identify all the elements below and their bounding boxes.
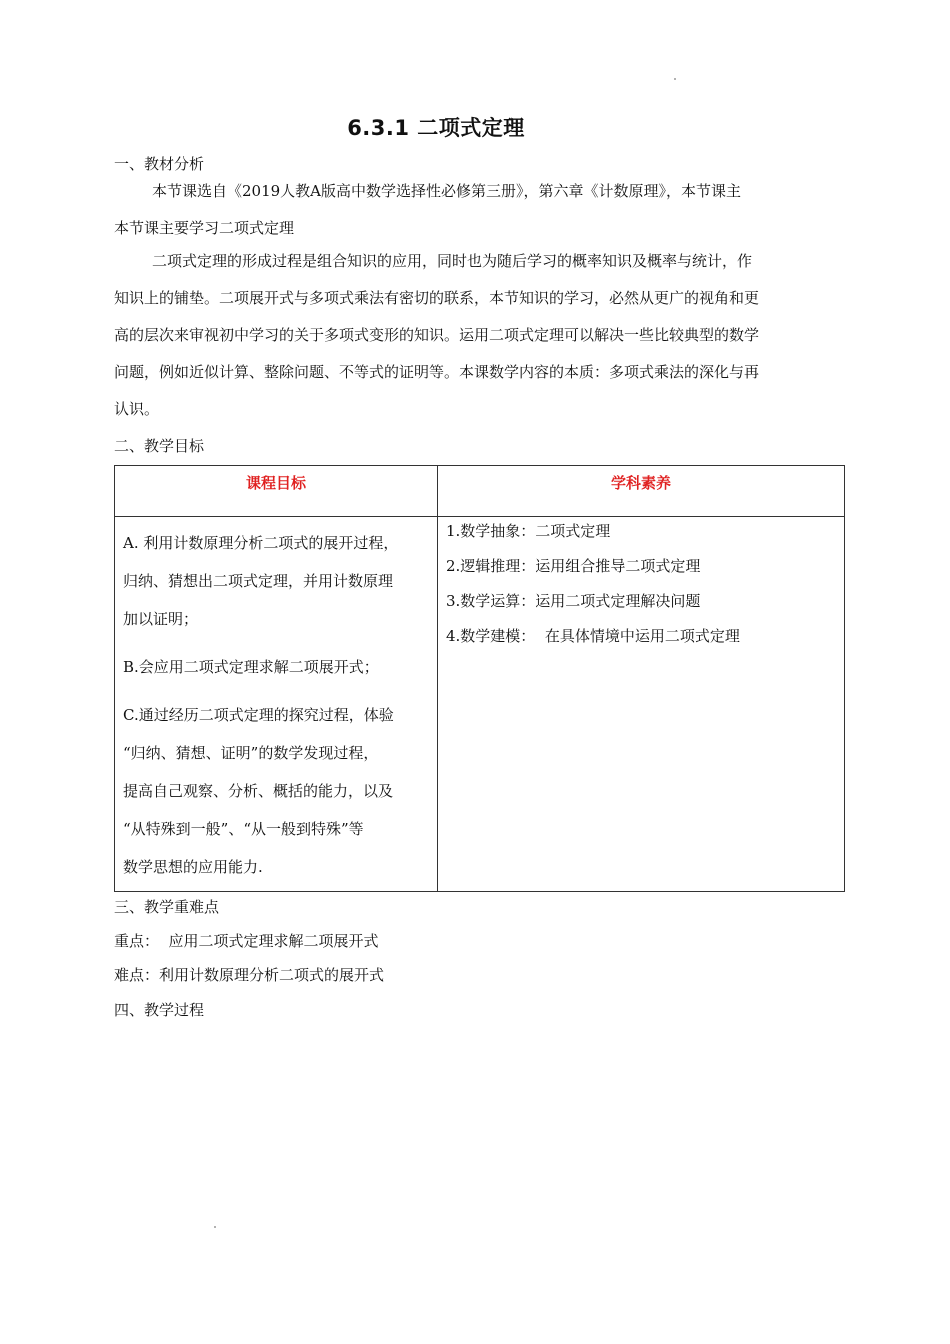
literacy-item: 3.数学运算：运用二项式定理解决问题 — [446, 592, 701, 610]
decorative-dot — [214, 1226, 216, 1228]
paragraph-line: 二项式定理的形成过程是组合知识的应用，同时也为随后学习的概率知识及概率与统计，作 — [152, 252, 753, 270]
literacy-item: 1.数学抽象：二项式定理 — [446, 522, 611, 540]
literacy-item: 4.数学建模： 在具体情境中运用二项式定理 — [446, 627, 740, 645]
literacy-item: 2.逻辑推理：运用组合推导二项式定理 — [446, 557, 701, 575]
section-heading-process: 四、教学过程 — [114, 1001, 205, 1019]
goal-line: 数学思想的应用能力. — [123, 858, 263, 876]
goal-item-a — [123, 524, 429, 638]
section-heading-analysis: 一、教材分析 — [114, 155, 205, 173]
goal-line: 归纳、猜想出二项式定理，并用计数原理 — [123, 572, 394, 590]
section-heading-goals: 二、教学目标 — [114, 437, 205, 455]
goal-line: 提高自己观察、分析、概括的能力，以及 — [123, 782, 394, 800]
difficulty-text: 难点：利用计数原理分析二项式的展开式 — [114, 966, 385, 984]
goal-line: “归纳、猜想、证明”的数学发现过程， — [123, 744, 379, 762]
goal-item-c — [123, 696, 429, 886]
paragraph-line: 认识。 — [114, 400, 160, 418]
table-header-literacy: 学科素养 — [610, 474, 671, 492]
goal-line: “从特殊到一般”、“从一般到特殊”等 — [123, 820, 364, 838]
goal-line: B.会应用二项式定理求解二项展开式； — [123, 658, 379, 676]
table-header-course-goals: 课程目标 — [245, 474, 306, 492]
course-goals-cell — [123, 524, 429, 896]
goal-item-b — [123, 648, 429, 686]
goals-table — [114, 465, 845, 892]
goal-line: A. 利用计数原理分析二项式的展开过程， — [123, 534, 399, 552]
section-heading-key-points: 三、教学重难点 — [114, 898, 220, 916]
literacy-cell — [446, 514, 838, 654]
paragraph-line: 知识上的铺垫。二项展开式与多项式乘法有密切的联系，本节知识的学习，必然从更广的视角和更 — [114, 289, 760, 307]
page-title: 6.3.1 二项式定理 — [347, 116, 525, 140]
key-point-text: 重点： 应用二项式定理求解二项展开式 — [114, 932, 379, 950]
paragraph-line: 问题，例如近似计算、整除问题、不等式的证明等。本课数学内容的本质：多项式乘法的深化与再 — [114, 363, 760, 381]
table-column-divider — [437, 466, 438, 891]
analysis-paragraph-2 — [114, 243, 838, 428]
paragraph-line: 本节课主要学习二项式定理 — [114, 219, 295, 237]
goal-line: C.通过经历二项式定理的探究过程，体验 — [123, 706, 394, 724]
paragraph-line: 高的层次来审视初中学习的关于多项式变形的知识。运用二项式定理可以解决一些比较典型的数学 — [114, 326, 760, 344]
decorative-dot — [674, 78, 676, 80]
analysis-paragraph-1 — [114, 173, 838, 247]
paragraph-line: 本节课选自《2019人教A版高中数学选择性必修第三册》，第六章《计数原理》，本节课主 — [152, 182, 742, 200]
goal-line: 加以证明； — [123, 610, 199, 628]
